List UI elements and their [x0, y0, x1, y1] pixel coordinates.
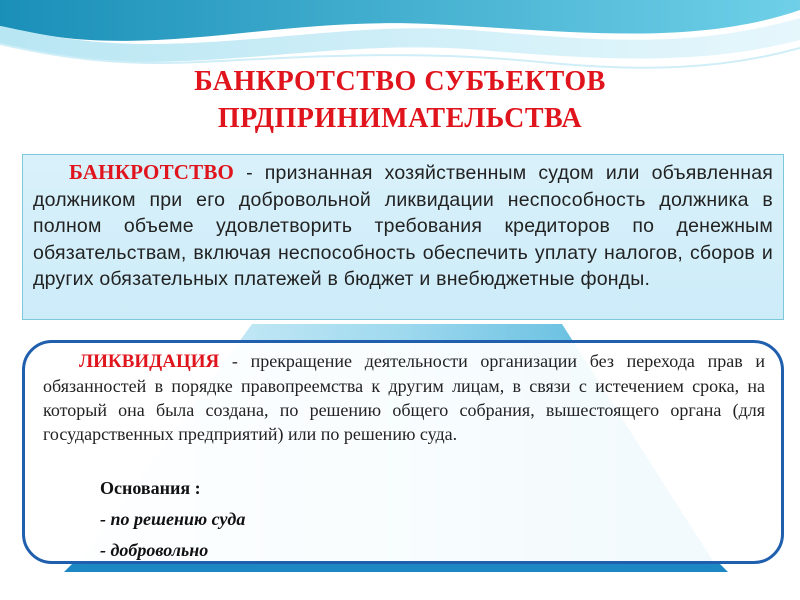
liquidation-term: ЛИКВИДАЦИЯ [79, 351, 220, 372]
page-title-line-2: ПРДПРИНИМАТЕЛЬСТВА [217, 103, 583, 134]
liquidation-definition-text: - прекращение деятельности организации без перехода прав и обязанностей в порядке правопреемства к другим лицам, в связи с истечением срока, на который она была создана, по решению общего собрания, вышестоящего органа (для государственных предприятий) или по решению суда. [43, 351, 765, 444]
page-title-line-1: БАНКРОТСТВО СУБЪЕКТОВ [194, 66, 606, 97]
bankruptcy-term: БАНКРОТСТВО [69, 160, 235, 184]
bankruptcy-definition-box [22, 154, 784, 320]
basis-item-voluntary: - добровольно [100, 540, 209, 560]
bankruptcy-definition-text: - признанная хозяйственным судом или объявленная должником при его добровольной ликвидации неспособность должника в полном объеме удовлетворить требования кредиторов по денежным обязательствам, включая неспособность обеспечить уплату налогов, сборов и других обязательных платежей в бюджет и внебюджетные фонды. [33, 162, 773, 290]
basis-heading: Основания : [100, 478, 201, 498]
basis-item-court-decision: - по решению суда [100, 509, 246, 529]
liquidation-definition-box [22, 340, 784, 564]
